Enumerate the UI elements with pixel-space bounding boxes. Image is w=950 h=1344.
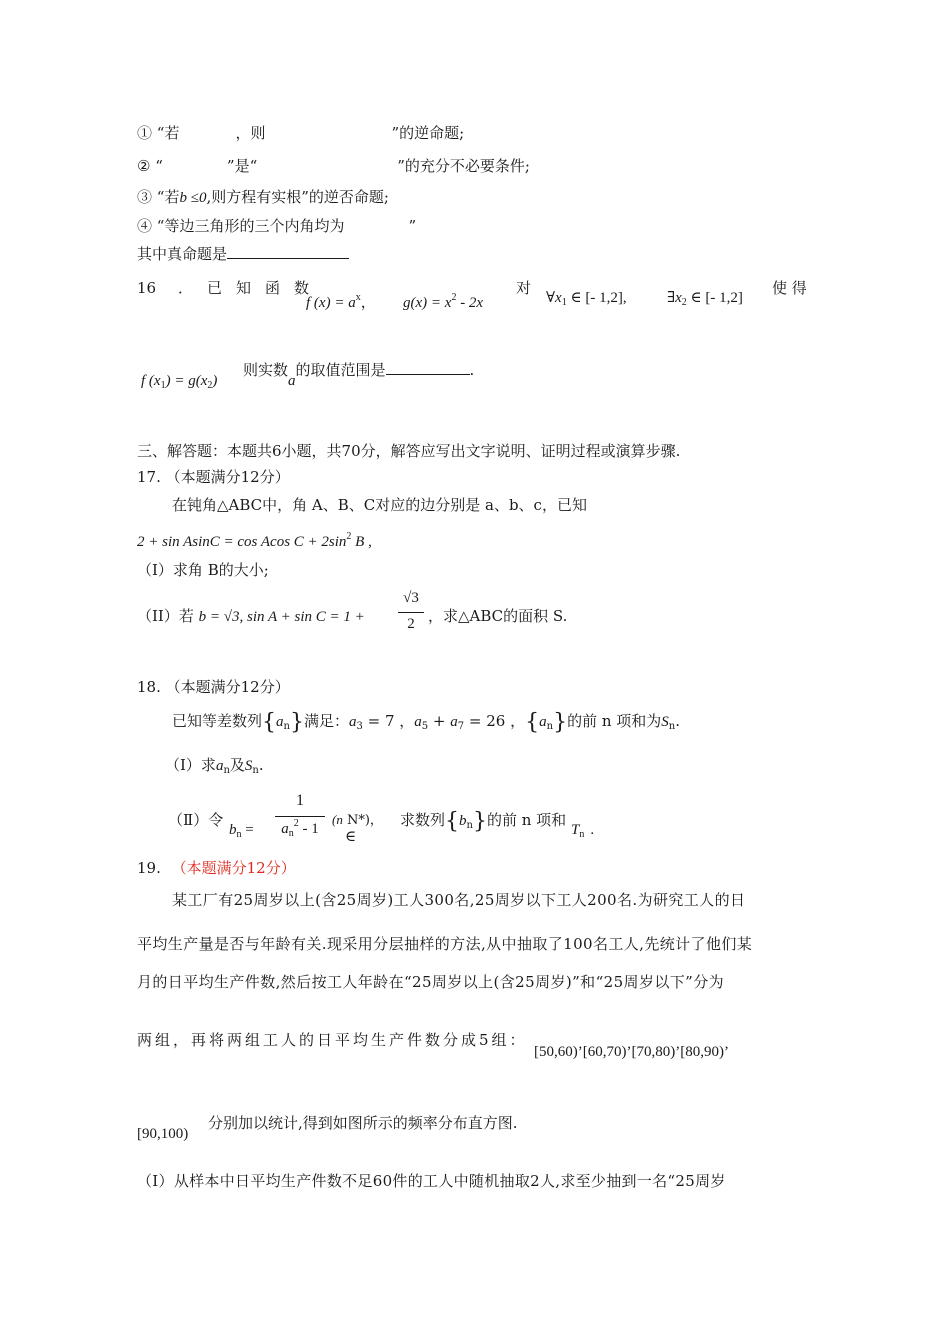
- equation-exponent: 2: [346, 531, 352, 542]
- q17-part2: [137, 606, 365, 627]
- part-text: （I）求角 B的大小;: [137, 561, 269, 579]
- q19-part1: [137, 1171, 726, 1191]
- g-tail: - 2x: [456, 295, 484, 311]
- fraction-numerator: √3: [403, 590, 419, 606]
- part-tail: ，求△ABC的面积 S.: [428, 607, 568, 625]
- item-text-start: “若: [156, 188, 180, 206]
- part-mid: 求数列: [400, 811, 446, 829]
- den-sup: 2: [293, 818, 299, 829]
- b-value: b = √3: [198, 609, 240, 625]
- item-text-mid: ，则: [235, 124, 266, 142]
- text-a: 已知等差数列: [172, 712, 263, 730]
- item-text-tail: ”: [408, 217, 417, 235]
- den-sub: n: [288, 828, 294, 839]
- equals: =: [241, 822, 254, 838]
- q15-item-3: [137, 187, 389, 208]
- intervals: [50,60)’[60,70)’[70,80)’[80,90)’: [534, 1044, 729, 1060]
- q19-line5: [208, 1113, 518, 1133]
- q16-shide: [772, 278, 807, 298]
- q18-part2-lead: [168, 810, 223, 830]
- seq-a: a: [276, 714, 284, 730]
- paragraph-line: 某工厂有25周岁以上(含25周岁)工人300名,25周岁以下工人200名.为研究工人的日: [172, 891, 746, 909]
- tail-text-1: 则实数: [243, 361, 289, 379]
- Sn-sub: n: [252, 765, 259, 776]
- cond-sub1: 1: [160, 380, 166, 391]
- part-lead: （I）求: [165, 756, 216, 774]
- paragraph-line: 分别加以统计,得到如图所示的频率分布直方图.: [208, 1114, 518, 1132]
- q18-bn: [229, 820, 254, 845]
- S: S: [661, 714, 669, 730]
- dot: .: [675, 712, 680, 730]
- end: .: [590, 822, 595, 838]
- seq-a-2: a: [539, 714, 547, 730]
- item-number: ②: [137, 157, 151, 175]
- item-math: b ≤0: [179, 190, 207, 206]
- exists-subscript: 2: [681, 297, 687, 308]
- a3-value: = 7 ，: [362, 712, 415, 730]
- item-text-start: “: [155, 157, 163, 175]
- q19-line4: [137, 1030, 528, 1050]
- tail-text-2: 的取值范围是: [295, 361, 386, 379]
- fraction-bar: [398, 612, 424, 613]
- q16-number: [137, 278, 156, 298]
- dui-text: 对: [516, 279, 532, 297]
- item-number: ④: [137, 217, 153, 235]
- den-tail: - 1: [298, 821, 319, 837]
- q19-line3: [137, 972, 724, 992]
- part-text: （I）从样本中日平均生产件数不足60件的工人中随机抽取2人,求至少抽到一名“25周岁: [137, 1172, 726, 1190]
- q16-tail: [243, 360, 475, 389]
- Sn: S: [244, 758, 253, 774]
- g-expression: g(x) = x: [403, 295, 452, 311]
- sub-n: n: [283, 721, 290, 732]
- item-text-start: “若: [156, 124, 180, 142]
- end-dot: .: [469, 361, 475, 379]
- q18-part2-tail: 求数列$\{b_n\}$的前 n 项和: [400, 809, 567, 834]
- q16-g-expression: [403, 288, 483, 313]
- question-header: （本题满分12分）: [171, 859, 296, 877]
- part-lead: （Ⅱ）令: [168, 811, 224, 829]
- paragraph-line: 两组，再将两组工人的日平均生产件数分成5组：: [137, 1031, 528, 1049]
- q18-in-symbol: [345, 826, 356, 846]
- item-text-tail: ,则方程有实根”的逆否命题;: [206, 188, 389, 206]
- equation: 2 + sin AsinC = cos Acos C + 2sin: [137, 534, 347, 550]
- question-header: 18. （本题满分12分）: [137, 678, 290, 696]
- q16-condition: [141, 371, 217, 396]
- f-exponent: x: [355, 292, 361, 303]
- q19-header: [137, 858, 296, 878]
- item-text-mid: ”是“: [226, 157, 258, 175]
- a3-sub: 3: [356, 721, 363, 732]
- equation-tail: B ,: [351, 534, 372, 550]
- var-a: a: [288, 373, 296, 389]
- text-b: 满足：: [303, 712, 349, 730]
- q16-forall: $\forall x_1$ ∈ [- 1,2],: [546, 290, 627, 308]
- bn-sub: n: [236, 829, 242, 840]
- q15-answer-line: [137, 244, 349, 264]
- q17-equation: [137, 527, 372, 552]
- q19-last-interval: [137, 1124, 188, 1144]
- section-heading: [137, 441, 680, 461]
- forall-set: ∈ [- 1,2]: [566, 290, 623, 306]
- a5-sub: 5: [421, 721, 429, 732]
- q19-line2: [137, 934, 752, 954]
- a7-sub: 7: [457, 721, 465, 732]
- q18-Tn: [571, 820, 594, 845]
- Tn-sub: n: [579, 829, 585, 840]
- shide-text: 使 得: [772, 279, 807, 297]
- forall-symbol: ∀x: [546, 290, 562, 306]
- answer-blank: [227, 244, 349, 259]
- element-of: ∈: [345, 827, 357, 845]
- f-expression: f (x) = a: [306, 295, 356, 311]
- sin-expression: , sin A + sin C = 1 +: [239, 609, 365, 625]
- q18-header: [137, 677, 290, 697]
- part-tail: 的前 n 项和: [486, 811, 567, 829]
- q17-fraction: [396, 590, 426, 633]
- q19-line1: [172, 890, 745, 910]
- item-number: ③: [137, 188, 153, 206]
- paragraph-line: 月的日平均生产件数,然后按工人年龄在“25周岁以上(含25周岁)”和“25周岁以下”分为: [137, 973, 725, 991]
- q15-item-2: [137, 156, 530, 176]
- exists-symbol: ∃x: [667, 290, 682, 306]
- q18-fraction: [275, 792, 325, 839]
- exists-set: ∈ [- 1,2]: [686, 290, 743, 306]
- cond-g: ) = g(x: [165, 373, 208, 389]
- section-text: 三、解答题：本题共6小题，共70分，解答应写出文字说明、证明过程或演算步骤.: [137, 442, 681, 460]
- question-number: 16: [137, 279, 157, 297]
- bseq-sub: n: [466, 820, 473, 831]
- den-a: a: [281, 821, 289, 837]
- item-text-tail: ”的逆命题;: [391, 124, 465, 142]
- an: a: [215, 758, 224, 774]
- q16-lead: [178, 278, 323, 298]
- q16-f-expression: f $(x) = a^x$，: [306, 292, 376, 311]
- q18-cond: [332, 810, 383, 831]
- last-interval: [90,100): [137, 1126, 189, 1142]
- q19-intervals: [534, 1042, 729, 1062]
- q16-dui: [516, 278, 531, 298]
- paragraph-line: 平均生产量是否与年龄有关.现采用分层抽样的方法,从中抽取了100名工人,先统计了他们某: [137, 935, 753, 953]
- cond-f: f (x: [141, 373, 161, 389]
- item-number: ①: [137, 124, 153, 142]
- cond-N: N*)，: [346, 813, 383, 828]
- fraction-denominator: [275, 818, 325, 839]
- plus: +: [428, 712, 451, 730]
- fraction-bar: [275, 816, 325, 817]
- q15-item-4: [137, 216, 416, 236]
- q18-part1: [165, 755, 264, 781]
- fraction-denominator: 2: [407, 616, 415, 632]
- cond-n: (n: [332, 812, 343, 827]
- a3: a: [348, 714, 357, 730]
- a5: a: [414, 714, 422, 730]
- fraction-numerator: 1: [296, 792, 304, 809]
- cond-end: ): [212, 373, 218, 389]
- q17-part1: [137, 560, 269, 580]
- item-text-tail: ”的充分不必要条件;: [397, 157, 530, 175]
- item-text-start: “等边三角形的三个内角均为: [156, 217, 345, 235]
- sub-n-2: n: [546, 721, 554, 732]
- question-number: 19.: [137, 859, 161, 877]
- forall-subscript: 1: [561, 297, 567, 308]
- a57-value: = 26 ，: [464, 712, 526, 730]
- text-c: 的前 n 项和为: [567, 712, 662, 730]
- an-sub: n: [223, 765, 230, 776]
- bn: b: [229, 822, 237, 838]
- answer-prompt: 其中真命题是: [137, 245, 228, 263]
- answer-blank: [386, 360, 470, 375]
- q15-item-1: [137, 123, 464, 143]
- question-lead: ．已知函数: [178, 279, 324, 297]
- question-text: 在钝角△ABC中，角 A、B、C对应的边分别是 a、b、c，已知: [172, 496, 587, 514]
- q17-part2-tail: [428, 606, 567, 626]
- a7: a: [450, 714, 458, 730]
- Tn: T: [571, 822, 580, 838]
- q17-line1: [172, 495, 587, 515]
- end: .: [258, 756, 264, 774]
- q17-header: [137, 467, 290, 487]
- q16-exists: [667, 288, 743, 313]
- sub-n-3: n: [668, 721, 676, 732]
- g-exponent: 2: [451, 292, 457, 303]
- bseq: b: [459, 813, 467, 829]
- part-lead: （II）若: [137, 607, 194, 625]
- cond-sub2: 2: [207, 380, 213, 391]
- and: 及: [229, 756, 245, 774]
- question-header: 17. （本题满分12分）: [137, 468, 290, 486]
- q18-line1: 已知等差数列$\{a_n\}$满足：$a_3 = 7$ ，$a_5 + a_7 = 26$ ，$\{a_n\}$的前 n 项和为$S_n$.: [172, 710, 680, 735]
